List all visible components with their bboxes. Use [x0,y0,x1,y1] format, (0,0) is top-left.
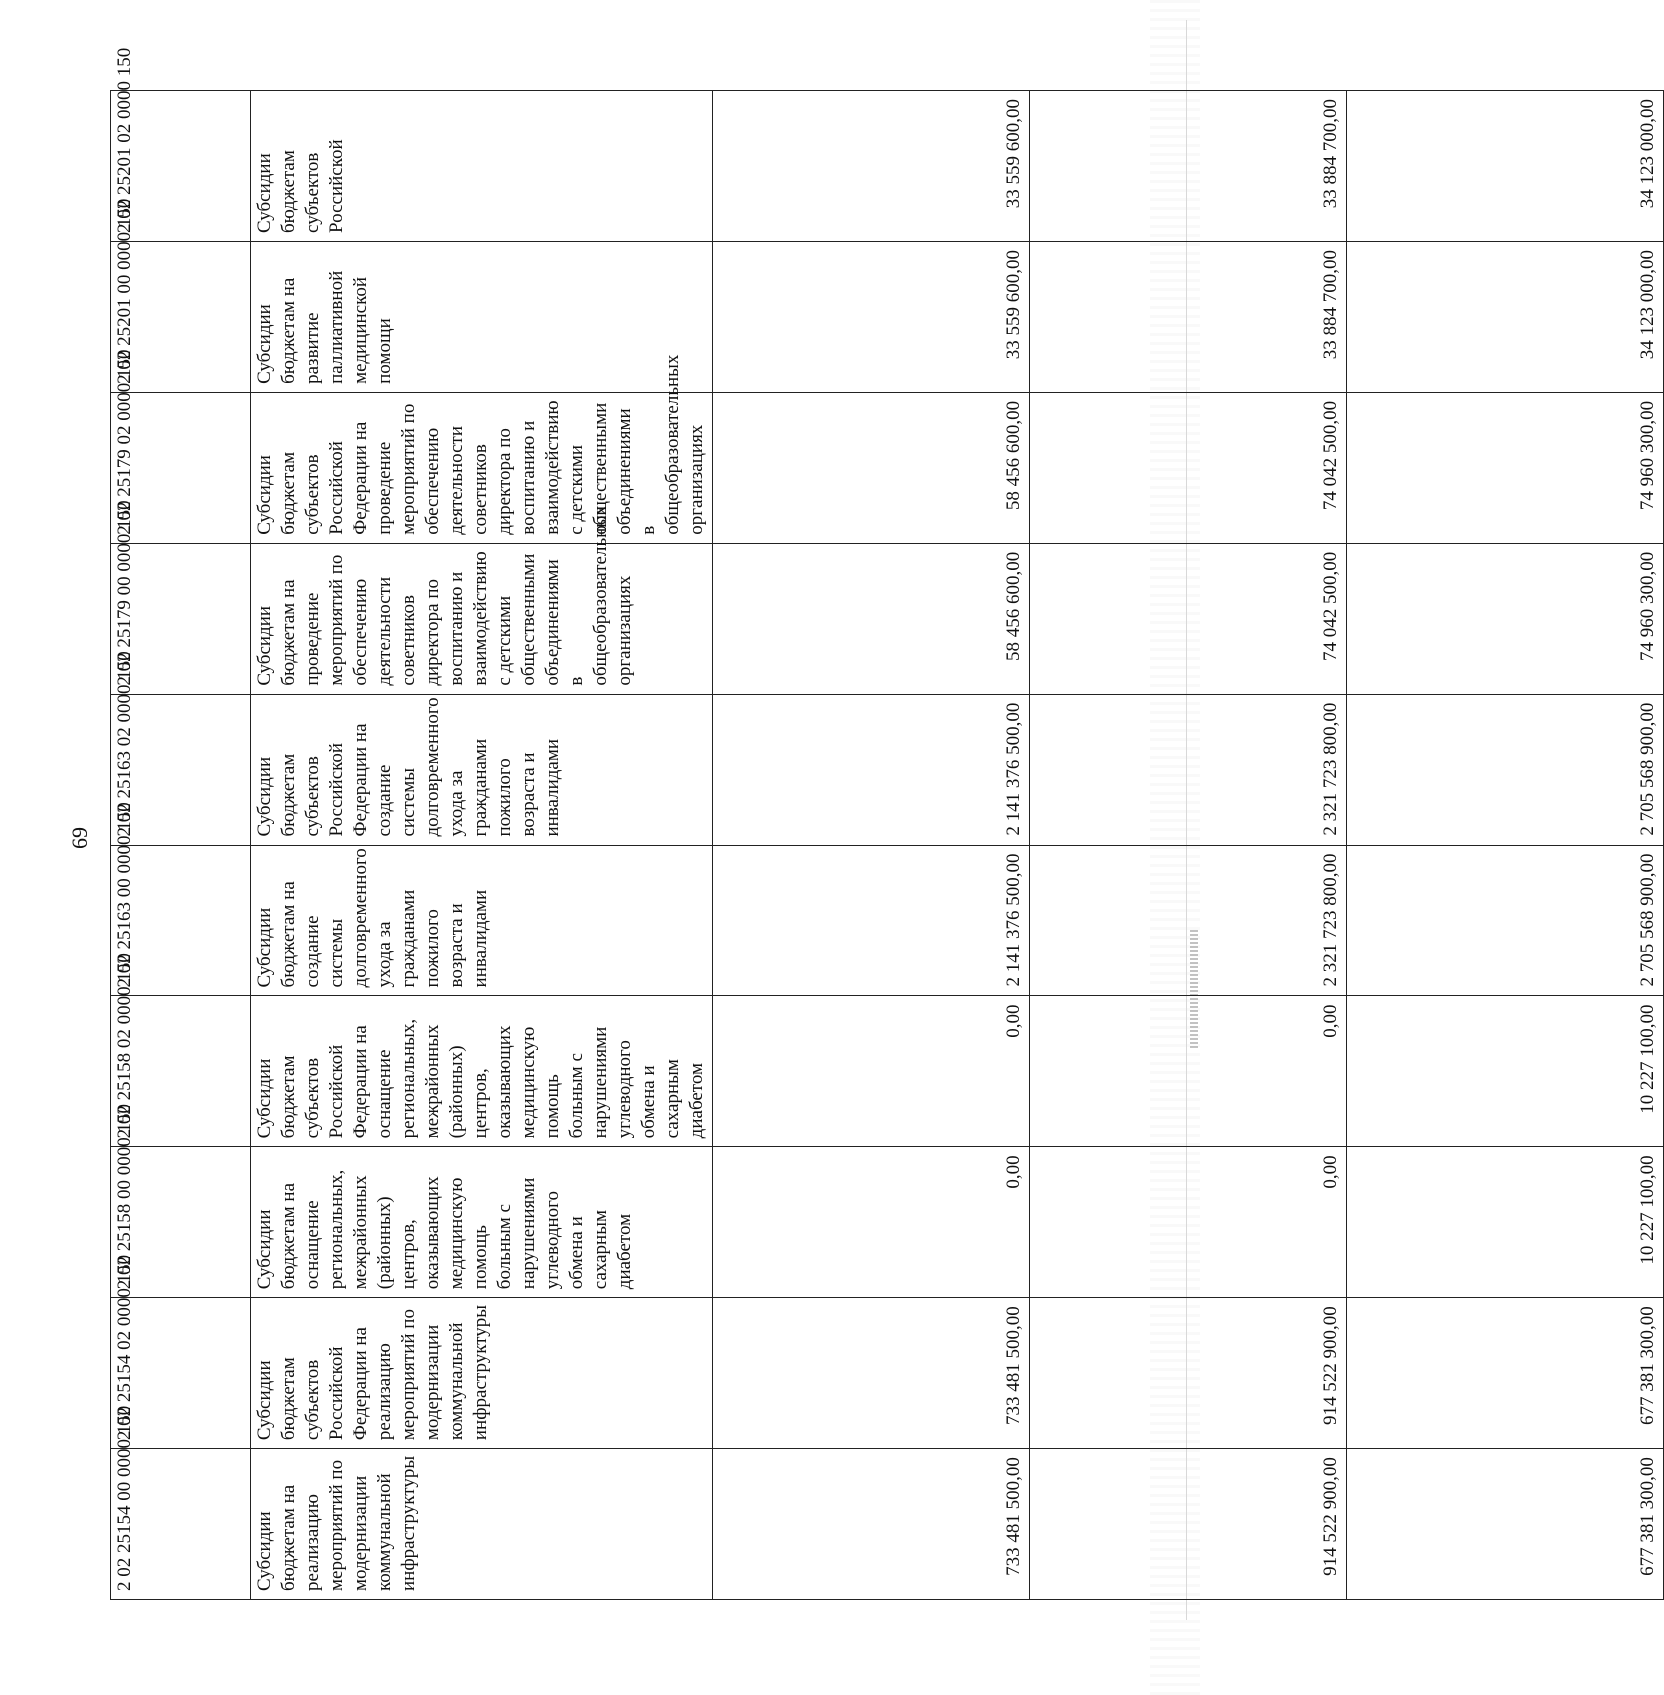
cell-value-3: 2 705 568 900,00 [1347,845,1664,996]
cell-value-3: 10 227 100,00 [1347,996,1664,1147]
cell-value-3: 74 960 300,00 [1347,543,1664,694]
cell-value-1: 733 481 500,00 [713,1298,1030,1449]
cell-code: 2 02 25158 00 0000 150 [111,1147,251,1298]
row-value-3 [1347,91,1664,1600]
cell-code: 2 02 25179 02 0000 150 [111,392,251,543]
row-name [251,91,713,1600]
cell-name: Субсидии бюджетам на реализацию мероприятий по модернизации коммунальной инфраструктуры [251,1449,713,1600]
cell-code: 2 02 25163 00 0000 150 [111,845,251,996]
cell-code: 2 02 25201 00 0000 150 [111,241,251,392]
cell-value-2: 74 042 500,00 [1030,543,1347,694]
table-body [111,47,1664,1600]
cell-value-3: 2 705 568 900,00 [1347,694,1664,845]
cell-value-3: 74 960 300,00 [1347,392,1664,543]
page-number: 69 [67,827,92,849]
cell-value-1: 33 559 600,00 [713,241,1030,392]
cell-name: Субсидии бюджетам на проведение мероприятий по обеспечению деятельности советников директора по воспитанию и взаимодействию с детскими общественными объединениями в общеобразовательных организациях [251,543,713,694]
cell-code: 2 02 25179 00 0000 150 [111,543,251,694]
cell-value-1: 2 141 376 500,00 [713,694,1030,845]
cell-name: Субсидии бюджетам субъектов Российской Федерации на оснащение региональных, межрайонных (районных) центров, оказывающих медицинскую помощь больным с нарушениями углеводного обмена и сахарным диабетом [251,996,713,1147]
cell-value-1: 58 456 600,00 [713,392,1030,543]
cell-name: Субсидии бюджетам субъектов Российской Федерации на создание системы долговременного ухода за гражданами пожилого возраста и инвалидами [251,694,713,845]
cell-name: Субсидии бюджетам на оснащение региональных, межрайонных (районных) центров, оказывающих медицинскую помощь больным с нарушениями углеводного обмена и сахарным диабетом [251,1147,713,1298]
cell-name: Субсидии бюджетам на развитие паллиативной медицинской помощи [251,241,713,392]
cell-value-2: 0,00 [1030,996,1347,1147]
cell-name: Субсидии бюджетам субъектов Российской Федерации на реализацию мероприятий по модернизации коммунальной инфраструктуры [251,1298,713,1449]
cell-value-1: 33 559 600,00 [713,91,1030,242]
cell-code: 2 02 25154 00 0000 150 [111,1449,251,1600]
cell-value-2: 74 042 500,00 [1030,392,1347,543]
cell-name: Субсидии бюджетам на создание системы долговременного ухода за гражданами пожилого возраста и инвалидами [251,845,713,996]
cell-name: Субсидии бюджетам субъектов Российской [251,91,713,242]
cell-code: 2 02 25201 02 0000 150 [111,91,251,242]
cell-code: 2 02 25154 02 0000 150 [111,1298,251,1449]
budget-table [110,47,1664,1600]
cell-value-1: 0,00 [713,996,1030,1147]
cell-value-3: 677 381 300,00 [1347,1298,1664,1449]
cell-value-2: 2 321 723 800,00 [1030,694,1347,845]
cell-value-3: 34 123 000,00 [1347,91,1664,242]
cell-value-2: 0,00 [1030,1147,1347,1298]
cell-name: Субсидии бюджетам субъектов Российской Федерации на проведение мероприятий по обеспечению деятельности советников директора по воспитанию и взаимодействию с детскими общественными объединениями в общеобразовательных организациях [251,392,713,543]
cell-code: 2 02 25158 02 0000 150 [111,996,251,1147]
row-value-2 [1030,91,1347,1600]
cell-value-1: 58 456 600,00 [713,543,1030,694]
cell-value-2: 33 884 700,00 [1030,91,1347,242]
cell-value-1: 2 141 376 500,00 [713,845,1030,996]
row-code [111,91,251,1600]
cell-value-1: 0,00 [713,1147,1030,1298]
cell-code: 2 02 25163 02 0000 150 [111,694,251,845]
cell-value-2: 33 884 700,00 [1030,241,1347,392]
cell-value-2: 914 522 900,00 [1030,1449,1347,1600]
cell-value-3: 10 227 100,00 [1347,1147,1664,1298]
cell-value-1: 733 481 500,00 [713,1449,1030,1600]
cell-value-3: 677 381 300,00 [1347,1449,1664,1600]
row-value-1 [713,91,1030,1600]
cell-value-2: 2 321 723 800,00 [1030,845,1347,996]
cell-value-2: 914 522 900,00 [1030,1298,1347,1449]
rotated-table-wrapper [110,47,1658,1600]
cell-value-3: 34 123 000,00 [1347,241,1664,392]
